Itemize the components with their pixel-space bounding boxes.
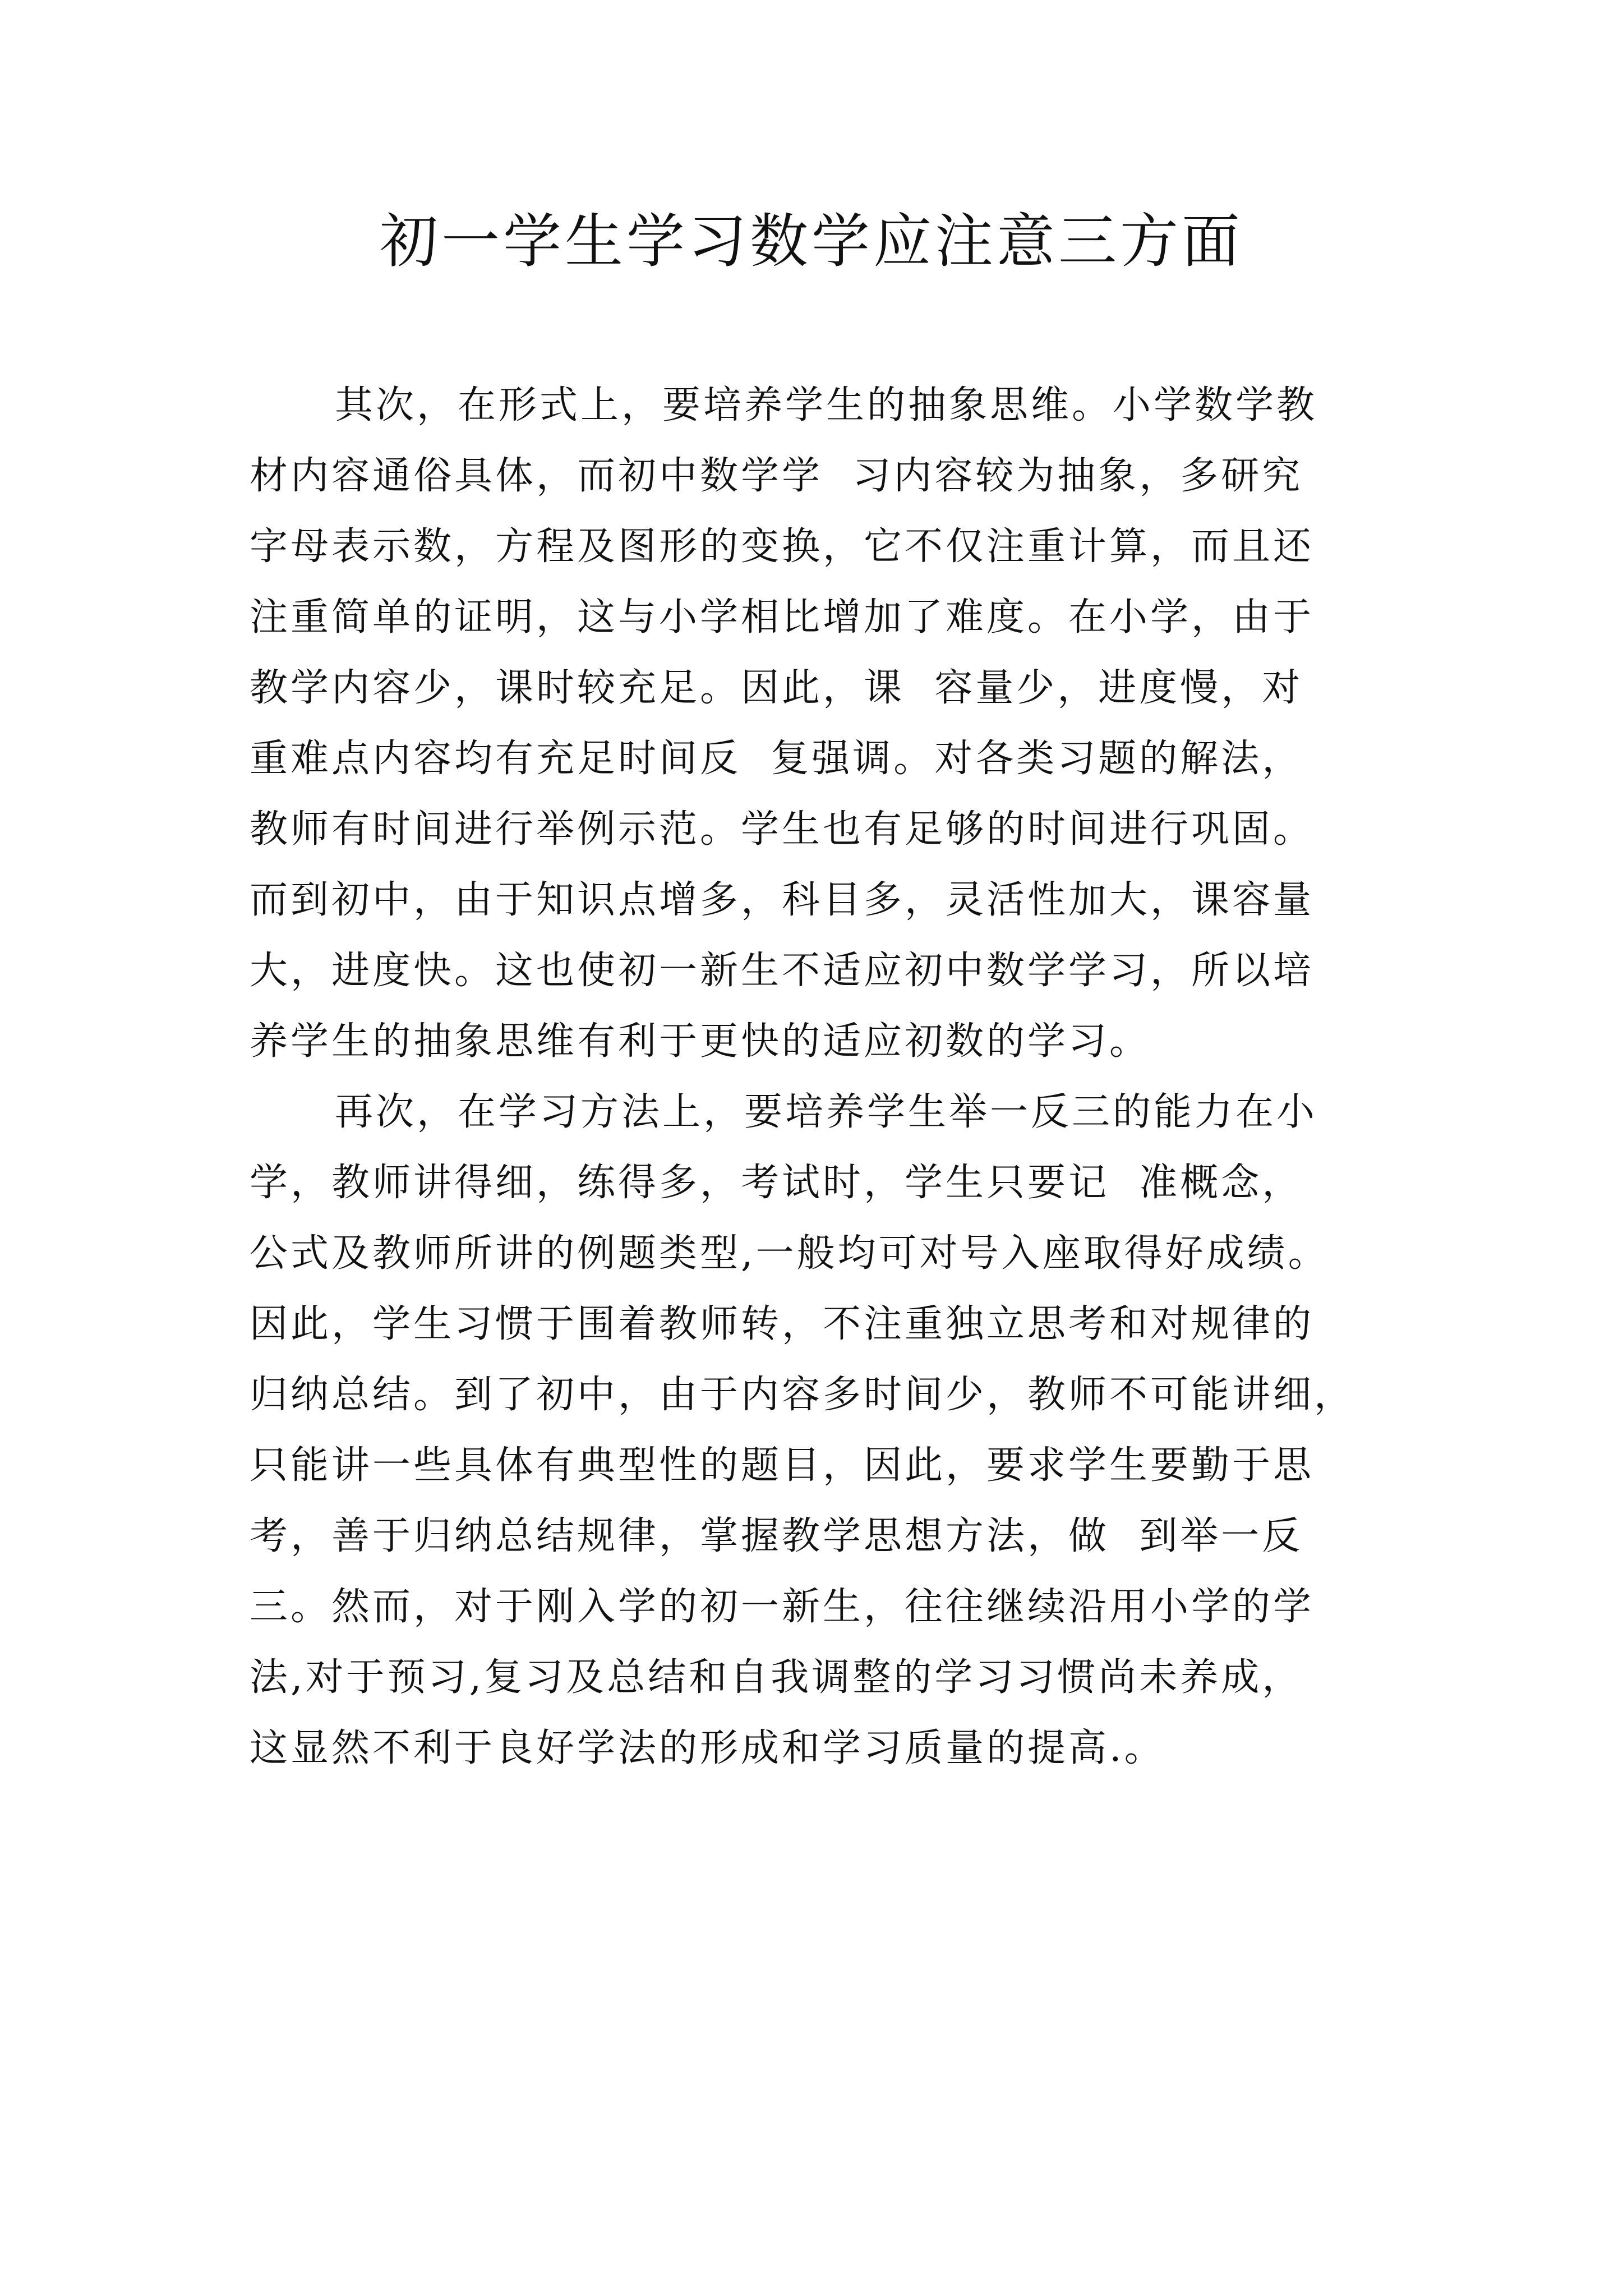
paragraph-line: 学，教师讲得细，练得多，考试时，学生只要记 准概念， — [250, 1161, 1303, 1205]
paragraph-line: 只能讲一些具体有典型性的题目，因此，要求学生要勤于思 — [250, 1443, 1315, 1488]
paragraph-1 — [250, 370, 1394, 1077]
paragraph-line: 字母表示数，方程及图形的变换，它不仅注重计算，而且还 — [250, 524, 1315, 569]
paragraph-line: 重难点内容均有充足时间反 复强调。对各类习题的解法， — [250, 737, 1303, 781]
paragraph-line: 养学生的抽象思维有利于更快的适应初数的学习。 — [250, 1019, 1151, 1064]
paragraph-line: 这显然不利于良好学法的形成和学习质量的提高.。 — [250, 1726, 1165, 1770]
paragraph-line: 三。然而，对于刚入学的初一新生，往往继续沿用小学的学 — [250, 1585, 1315, 1629]
paragraph-line: 其次，在形式上，要培养学生的抽象思维。小学数学教 — [335, 383, 1318, 427]
paragraph-line: 教师有时间进行举例示范。学生也有足够的时间进行巩固。 — [250, 807, 1315, 852]
document-body — [250, 370, 1394, 1784]
paragraph-2 — [250, 1077, 1394, 1784]
paragraph-line: 教学内容少，课时较充足。因此，课 容量少，进度慢，对 — [250, 666, 1303, 710]
paragraph-line: 注重简单的证明，这与小学相比增加了难度。在小学，由于 — [250, 595, 1315, 639]
paragraph-line: 因此，学生习惯于围着教师转，不注重独立思考和对规律的 — [250, 1302, 1315, 1346]
paragraph-line: 公式及教师所讲的例题类型,一般均可对号入座取得好成绩。 — [250, 1231, 1329, 1276]
paragraph-line: 归纳总结。到了初中，由于内容多时间少，教师不可能讲细， — [250, 1373, 1355, 1417]
paragraph-line: 材内容通俗具体，而初中数学学 习内容较为抽象，多研究 — [250, 454, 1303, 498]
paragraph-line: 大，进度快。这也使初一新生不适应初中数学学习，所以培 — [250, 949, 1315, 993]
paragraph-line: 再次，在学习方法上，要培养学生举一反三的能力在小 — [335, 1090, 1318, 1134]
paragraph-line: 法,对于预习,复习及总结和自我调整的学习习惯尚未养成， — [250, 1655, 1303, 1700]
document-title: 初一学生学习数学应注意三方面 — [379, 207, 1243, 275]
paragraph-line: 考，善于归纳总结规律，掌握教学思想方法，做 到举一反 — [250, 1514, 1303, 1558]
paragraph-line: 而到初中，由于知识点增多，科目多，灵活性加大，课容量 — [250, 878, 1315, 922]
